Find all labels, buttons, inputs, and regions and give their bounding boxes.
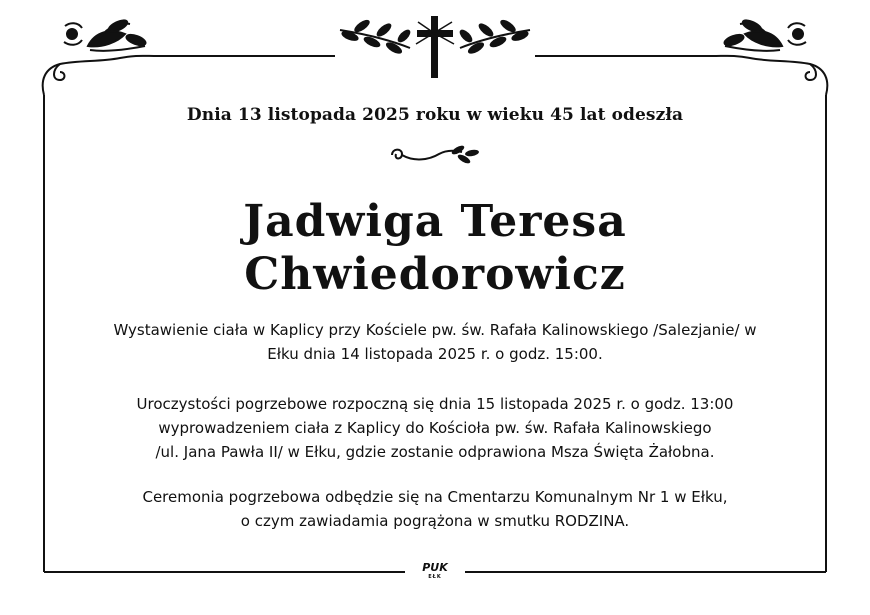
flourish-icon — [384, 140, 484, 170]
text-line: Ceremonia pogrzebowa odbędzie się na Cmentarzu Komunalnym Nr 1 w Ełku, — [142, 488, 728, 506]
logo-main-text: PUK — [422, 561, 448, 574]
text-line: Ełku dnia 14 listopada 2025 r. o godz. 15:00. — [267, 345, 603, 363]
floral-scroll-icon — [715, 18, 827, 95]
logo-sub-text: EŁK — [428, 574, 442, 580]
name-line-1: Jadwiga Teresa — [243, 196, 627, 247]
viewing-info-paragraph — [54, 318, 816, 366]
puk-elk-logo — [412, 562, 458, 584]
text-line: /ul. Jana Pawła II/ w Ełku, gdzie zostanie odprawiona Msza Święta Żałobna. — [155, 443, 715, 461]
burial-info-paragraph — [54, 485, 816, 533]
funeral-info-paragraph — [54, 392, 816, 464]
text-line: wyprowadzeniem ciała z Kaplicy do Kościoła pw. św. Rafała Kalinowskiego — [158, 419, 712, 437]
text-line: Wystawienie ciała w Kaplicy przy Kościele pw. św. Rafała Kalinowskiego /Salezjanie/ w — [113, 321, 757, 339]
floral-scroll-icon — [43, 18, 155, 95]
text-line: Uroczystości pogrzebowe rozpoczną się dnia 15 listopada 2025 r. o godz. 13:00 — [136, 395, 734, 413]
name-line-2: Chwiedorowicz — [244, 249, 626, 300]
cross-with-olive-branches-icon — [340, 16, 530, 78]
death-announcement-line: Dnia 13 listopada 2025 roku w wieku 45 lat odeszła — [186, 105, 684, 125]
text-line: o czym zawiadamia pogrążona w smutku RODZINA. — [240, 512, 630, 530]
deceased-name — [44, 195, 826, 301]
